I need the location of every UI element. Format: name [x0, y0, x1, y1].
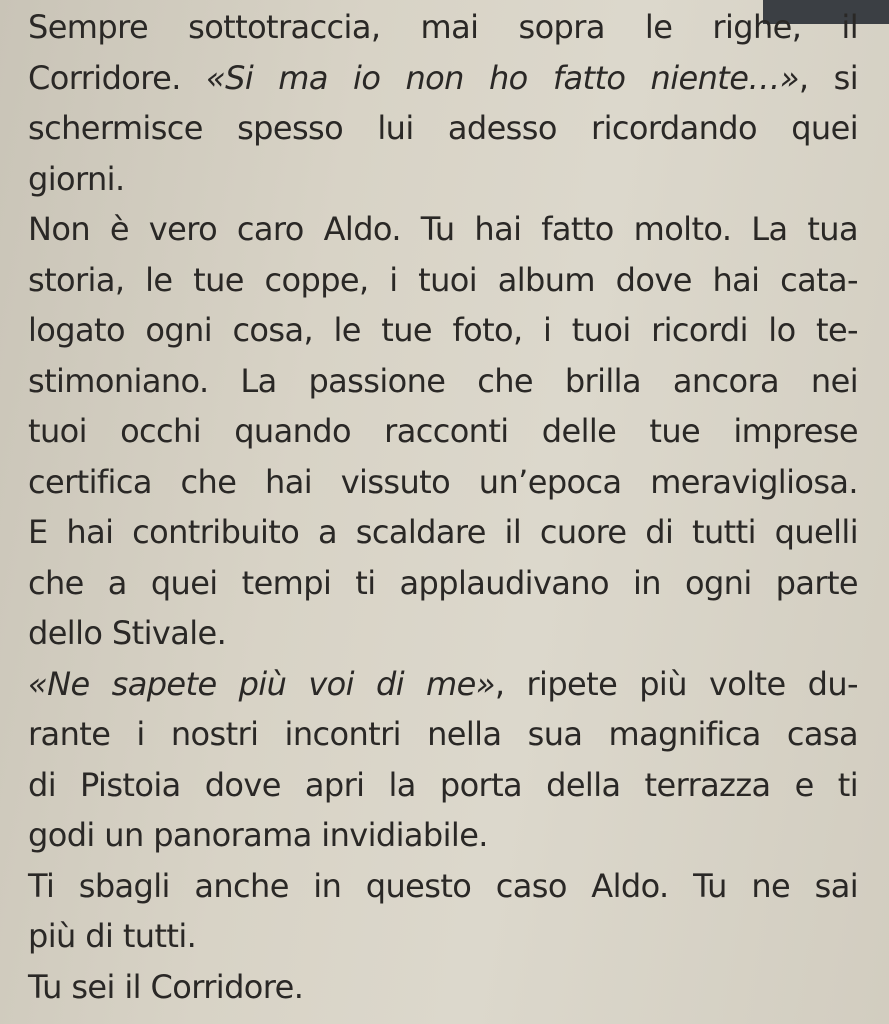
- text-line: [28, 406, 858, 457]
- line-text: Sempre sottotraccia, mai sopra le righe, il: [28, 8, 858, 46]
- line-text: godi un panorama invidiabile.: [28, 816, 488, 854]
- line-text: rante i nostri incontri nella sua magnifica casa: [28, 715, 858, 753]
- line-text: Tu sei il Corridore.: [28, 967, 304, 1006]
- line-text: schermisce spesso lui adesso ricordando quei: [28, 109, 858, 147]
- line-text: Non è vero caro Aldo. Tu hai fatto molto. La tua: [28, 210, 858, 248]
- line-text: certifica che hai vissuto un’epoca meravigliosa.: [28, 462, 858, 501]
- text-line: [28, 810, 858, 861]
- line-text: Corridore.: [28, 58, 206, 97]
- text-line: [28, 204, 858, 255]
- text-line: [28, 457, 858, 508]
- text-line: [28, 103, 858, 154]
- paragraph: [28, 2, 858, 204]
- text-line: [28, 255, 858, 306]
- line-text: Ti sbagli anche in questo caso Aldo. Tu ne sai: [28, 866, 858, 905]
- text-line: [28, 962, 858, 1013]
- text-line: [28, 558, 858, 609]
- text-line: [28, 305, 858, 356]
- line-text: di Pistoia dove apri la porta della terrazza e ti: [28, 765, 858, 804]
- line-text: storia, le tue coppe, i tuoi album dove hai cata-: [28, 260, 858, 299]
- quoted-speech: «Ne sapete più voi di me»: [28, 664, 495, 703]
- text-line: [28, 507, 858, 558]
- book-page-text: [28, 2, 858, 1012]
- text-line: [28, 760, 858, 811]
- line-text: tuoi occhi quando racconti delle tue imprese: [28, 412, 858, 450]
- paragraph: [28, 659, 858, 861]
- line-text: , ripete più volte du-: [494, 664, 858, 703]
- paragraph: [28, 204, 858, 659]
- text-line: [28, 911, 858, 962]
- text-line: [28, 2, 858, 53]
- quoted-speech: «Si ma io non ho fatto niente…»: [205, 58, 799, 97]
- paragraph: [28, 962, 858, 1013]
- line-text: stimoniano. La passione che brilla ancora nei: [28, 361, 858, 400]
- text-line: [28, 709, 858, 760]
- text-line: [28, 154, 858, 205]
- line-text: logato ogni cosa, le tue foto, i tuoi ricordi lo te-: [28, 311, 858, 349]
- text-line: [28, 53, 858, 104]
- line-text: , si: [798, 58, 859, 97]
- line-text: più di tutti.: [28, 917, 197, 955]
- line-text: che a quei tempi ti applaudivano in ogni parte: [28, 563, 858, 602]
- paragraph: [28, 861, 858, 962]
- line-text: E hai contribuito a scaldare il cuore di tutti quelli: [28, 513, 858, 551]
- text-line: [28, 861, 858, 912]
- text-line: [28, 608, 858, 659]
- line-text: dello Stivale.: [28, 614, 227, 652]
- line-text: giorni.: [28, 159, 125, 198]
- text-line: [28, 659, 858, 710]
- text-line: [28, 356, 858, 407]
